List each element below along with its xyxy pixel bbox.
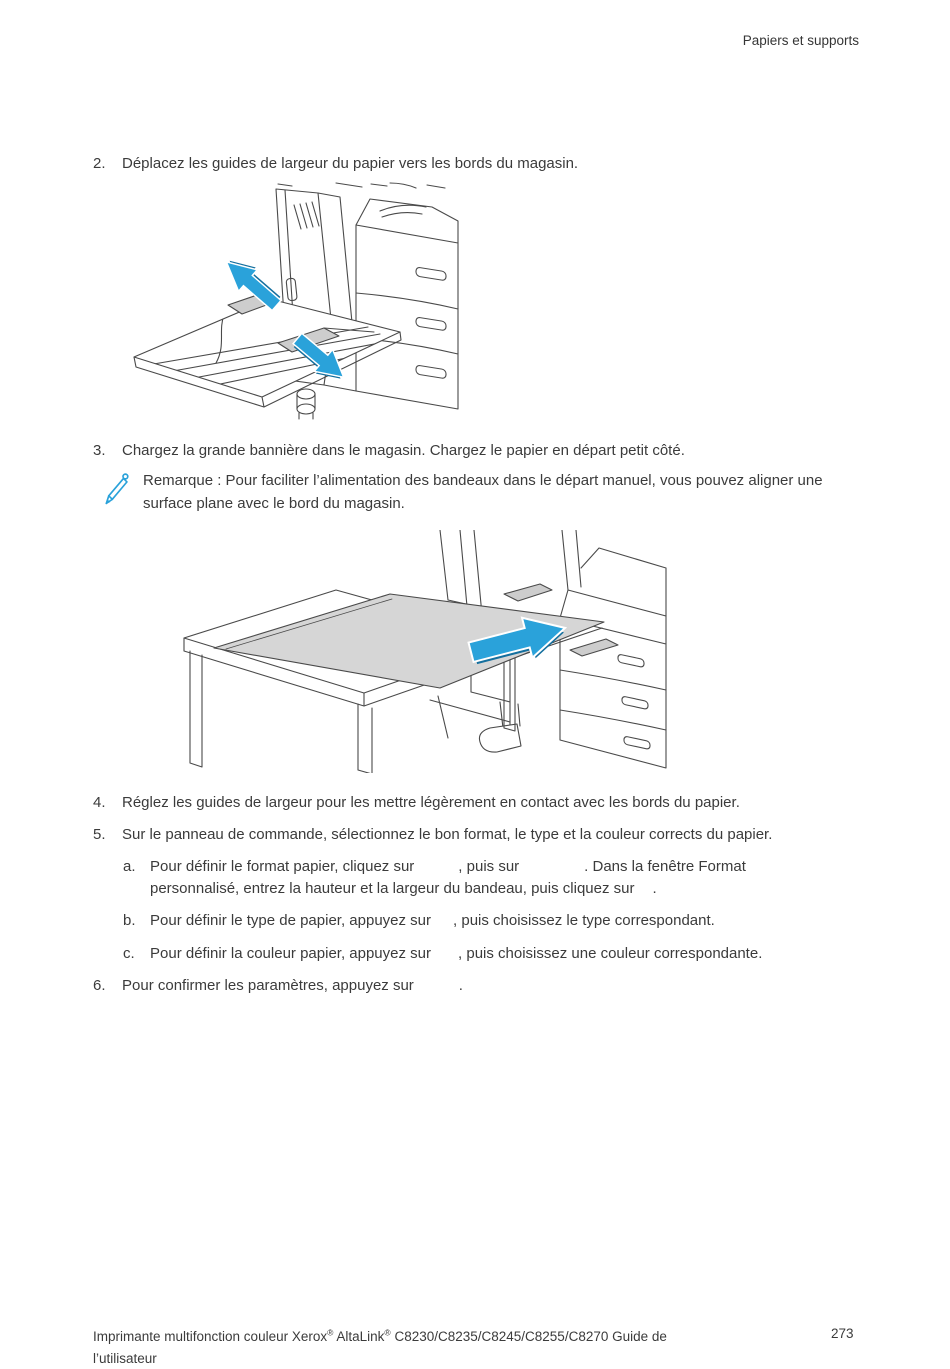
substep-text (150, 856, 746, 900)
footer-line-1 (93, 1326, 667, 1348)
text-fragment: , puis choisissez le type correspondant. (453, 912, 715, 929)
step-text: Déplacez les guides de largeur du papier vers les bords du magasin. (122, 155, 579, 172)
step-text (122, 975, 463, 996)
registered-trademark-symbol: ® (327, 1327, 334, 1338)
printer-table-line-drawing (178, 530, 668, 773)
step-item-4 (93, 792, 883, 813)
text-fragment: Pour confirmer les paramètres, appuyez sur (122, 977, 414, 994)
missing-text-gap (431, 917, 453, 932)
missing-text-gap (634, 885, 652, 900)
pencil-icon (104, 472, 131, 508)
footer (93, 1326, 667, 1369)
substep-letter: c. (123, 945, 135, 962)
text-fragment: Pour définir le format papier, cliquez sur (150, 858, 415, 875)
text-fragment: , puis sur (458, 858, 520, 875)
note-line: Remarque : Pour faciliter l’alimentation des bandeaux dans le départ manuel, vous pouvez aligner une (143, 472, 823, 489)
text-fragment: Pour définir le type de papier, appuyez sur (150, 912, 432, 929)
step-number: 4. (93, 794, 106, 811)
step-item-6 (93, 975, 883, 996)
step-text: Réglez les guides de largeur pour les mettre légèrement en contact avec les bords du papier. (122, 794, 740, 811)
substep-letter: b. (123, 912, 136, 929)
step-number: 5. (93, 826, 106, 843)
note-line: surface plane avec le bord du magasin. (143, 494, 405, 512)
step-text: Sur le panneau de commande, sélectionnez le bon format, le type et la couleur corrects du papier. (122, 826, 773, 843)
missing-text-gap (414, 863, 458, 878)
substep-line (150, 878, 746, 900)
text-fragment: , puis choisissez une couleur correspondante. (458, 945, 763, 962)
step-text: Chargez la grande bannière dans le magasin. Chargez le papier en départ petit côté. (122, 442, 685, 459)
note (104, 470, 823, 515)
text-fragment: . (652, 880, 657, 897)
footer-line-2: l’utilisateur (93, 1351, 157, 1366)
step-item-5 (93, 824, 883, 845)
step-item-2 (93, 153, 883, 174)
printer-line-drawing (128, 181, 460, 421)
figure-banner-feed (178, 530, 668, 773)
missing-text-gap (414, 981, 459, 996)
text-fragment: . (458, 977, 463, 994)
step-number: 2. (93, 155, 106, 172)
text-fragment: personnalisé, entrez la hauteur et la largeur du bandeau, puis cliquez sur (150, 880, 635, 897)
missing-text-gap (431, 950, 458, 965)
step-number: 3. (93, 442, 106, 459)
figure-bypass-tray-guides (128, 181, 460, 421)
step-number: 6. (93, 977, 106, 994)
missing-text-gap (519, 863, 584, 878)
step-item-3 (93, 440, 883, 461)
note-text (143, 470, 823, 515)
running-header: Papiers et supports (742, 33, 859, 48)
substep-item-c (123, 943, 823, 965)
substep-letter: a. (123, 858, 136, 875)
page-number: 273 (831, 1326, 854, 1341)
substep-item-a (123, 856, 823, 900)
text-fragment: AltaLink (333, 1329, 385, 1344)
substep-text (150, 943, 762, 965)
text-fragment: Imprimante multifonction couleur Xerox (93, 1329, 328, 1344)
substep-text (150, 910, 715, 932)
substep-line (150, 856, 746, 878)
text-fragment: C8230/C8235/C8245/C8255/C8270 Guide de (390, 1329, 667, 1344)
registered-trademark-symbol: ® (384, 1327, 391, 1338)
text-fragment: . Dans la fenêtre Format (584, 858, 746, 875)
substep-item-b (123, 910, 823, 932)
text-fragment: Pour définir la couleur papier, appuyez sur (150, 945, 432, 962)
